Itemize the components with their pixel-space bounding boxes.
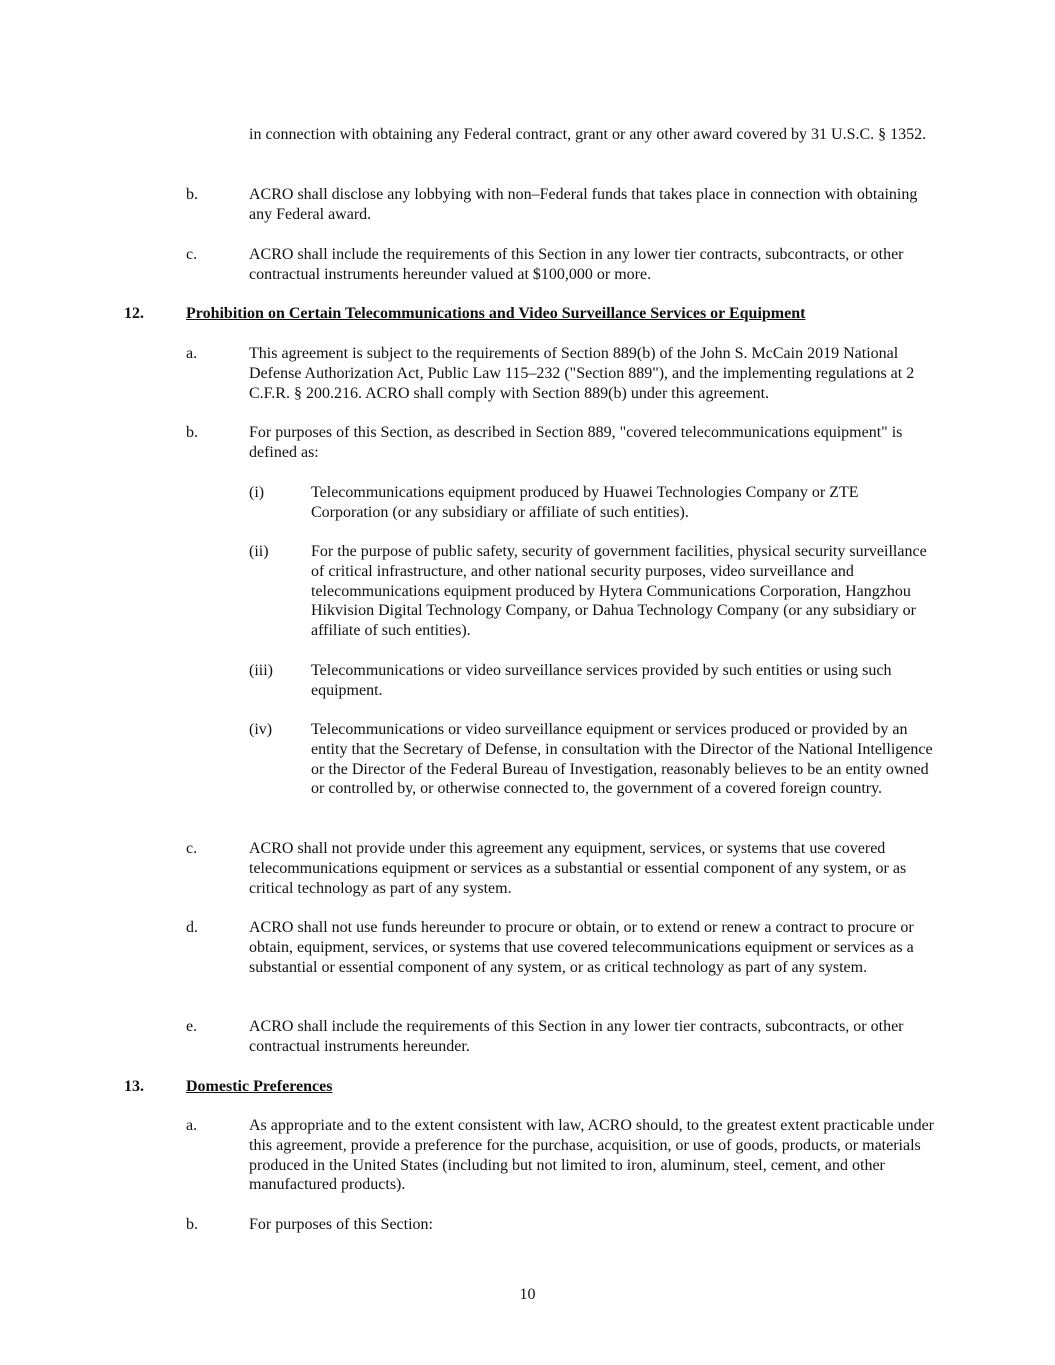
item-label: b. <box>186 1216 198 1233</box>
section-heading: Prohibition on Certain Telecommunications and Video Surveillance Services or Equipment <box>186 305 806 322</box>
item-text: For purposes of this Section: <box>249 1216 433 1233</box>
subitem-text: Telecommunications or video surveillance services provided by such entities or using such equipment. <box>311 662 892 699</box>
item-label: e. <box>186 1018 198 1035</box>
item-text: For purposes of this Section, as described in Section 889, "covered telecommunications equipment" is defined as: <box>249 424 903 461</box>
continuation-paragraph: in connection with obtaining any Federal contract, grant or any other award covered by 31 U.S.C. § 1352. <box>249 126 927 143</box>
item-text: This agreement is subject to the requirements of Section 889(b) of the John S. McCain 2019 National Defense Authorization Act, Public Law 115–232 ("Section 889"), and the implementing regulations at 2 C.F.R. § 200.216. ACRO shall comply with Section 889(b) under this agreement. <box>249 345 915 402</box>
item-text: ACRO shall include the requirements of this Section in any lower tier contracts, subcontracts, or other contractual instruments hereunder. <box>249 1018 904 1055</box>
item-text: ACRO shall disclose any lobbying with non–Federal funds that takes place in connection with obtaining any Federal award. <box>249 186 918 223</box>
page-number: 10 <box>519 1286 536 1303</box>
item-label: d. <box>186 919 198 936</box>
subitem-label: (ii) <box>249 543 269 560</box>
subitem-text: For the purpose of public safety, security of government facilities, physical security surveillance of critical infrastructure, and other national security purposes, video surveillance and telecommunications equipment produced by Hytera Communications Corporation, Hangzhou Hikvision Digital Technology Company, or Dahua Technology Company (or any subsidiary or affiliate of such entities). <box>311 543 927 640</box>
section-number: 13. <box>124 1078 144 1095</box>
item-label: c. <box>186 840 198 857</box>
item-text: ACRO shall not use funds hereunder to procure or obtain, or to extend or renew a contract to procure or obtain, equipment, services, or systems that use covered telecommunications equipment or services as a substantial or essential component of any system, or as critical technology as part of any system. <box>249 919 914 976</box>
subitem-label: (iv) <box>249 721 273 738</box>
item-label: c. <box>186 246 198 263</box>
subitem-label: (iii) <box>249 662 273 679</box>
subitem-text: Telecommunications equipment produced by Huawei Technologies Company or ZTE Corporation (or any subsidiary or affiliate of such entities). <box>311 484 859 521</box>
section-number: 12. <box>124 305 144 322</box>
item-text: ACRO shall include the requirements of this Section in any lower tier contracts, subcontracts, or other contractual instruments hereunder valued at $100,000 or more. <box>249 246 904 283</box>
item-label: b. <box>186 186 198 203</box>
item-text: As appropriate and to the extent consistent with law, ACRO should, to the greatest extent practicable under this agreement, provide a preference for the purchase, acquisition, or use of goods, products, or materials produced in the United States (including but not limited to iron, aluminum, steel, cement, and other manufactured products). <box>249 1117 934 1194</box>
section-heading: Domestic Preferences <box>186 1078 333 1095</box>
subitem-label: (i) <box>249 484 265 501</box>
item-label: b. <box>186 424 198 441</box>
subitem-text: Telecommunications or video surveillance equipment or services produced or provided by an entity that the Secretary of Defense, in consultation with the Director of the National Intelligence or the Director of the Federal Bureau of Investigation, reasonably believes to be an entity owned or controlled by, or otherwise connected to, the government of a covered foreign country. <box>311 721 933 798</box>
item-label: a. <box>186 1117 198 1134</box>
item-label: a. <box>186 345 198 362</box>
item-text: ACRO shall not provide under this agreement any equipment, services, or systems that use covered telecommunications equipment or services as a substantial or essential component of any system, or as critical technology as part of any system. <box>249 840 907 897</box>
